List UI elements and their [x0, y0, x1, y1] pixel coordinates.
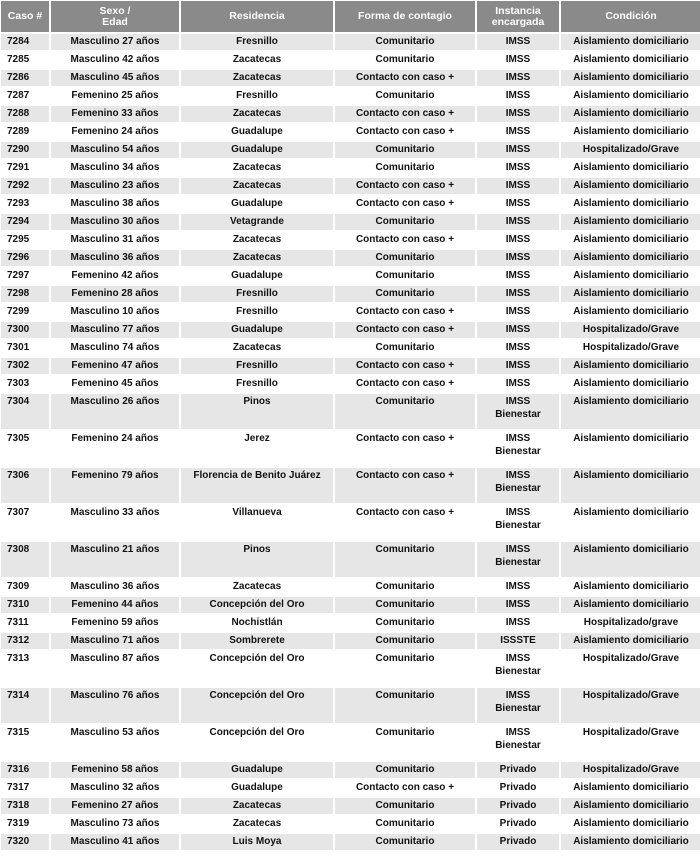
cell-condicion: Aislamiento domiciliario [561, 304, 700, 320]
cell-instancia: IMSS Bienestar [477, 431, 559, 466]
cell-residencia: Concepción del Oro [181, 597, 333, 613]
cell-instancia: IMSS Bienestar [477, 725, 559, 760]
cell-caso: 7285 [1, 52, 49, 68]
cell-residencia: Fresnillo [181, 88, 333, 104]
cell-instancia: Privado [477, 762, 559, 778]
cell-forma-contagio: Comunitario [335, 633, 475, 649]
cell-caso: 7293 [1, 196, 49, 212]
cell-forma-contagio: Contacto con caso + [335, 358, 475, 374]
cell-instancia: IMSS Bienestar [477, 394, 559, 429]
cell-caso: 7297 [1, 268, 49, 284]
table-row [1, 579, 700, 595]
table-row [1, 232, 700, 248]
cell-sexo-edad: Femenino 45 años [51, 376, 179, 392]
header-condicion: Condición [561, 1, 700, 32]
table-row [1, 834, 700, 850]
cell-instancia: IMSS [477, 340, 559, 356]
cell-instancia: IMSS [477, 358, 559, 374]
cell-condicion: Hospitalizado/Grave [561, 762, 700, 778]
cell-instancia: IMSS [477, 615, 559, 631]
cell-sexo-edad: Masculino 77 años [51, 322, 179, 338]
cell-sexo-edad: Masculino 42 años [51, 52, 179, 68]
cell-residencia: Nochistlán [181, 615, 333, 631]
cell-caso: 7289 [1, 124, 49, 140]
table-row [1, 816, 700, 832]
cell-sexo-edad: Masculino 45 años [51, 70, 179, 86]
cell-forma-contagio: Comunitario [335, 798, 475, 814]
cell-forma-contagio: Contacto con caso + [335, 431, 475, 466]
cell-instancia: IMSS [477, 142, 559, 158]
cell-forma-contagio: Comunitario [335, 651, 475, 686]
cell-instancia: IMSS [477, 34, 559, 50]
cell-residencia: Fresnillo [181, 358, 333, 374]
table-row [1, 286, 700, 302]
cell-forma-contagio: Comunitario [335, 725, 475, 760]
cell-caso: 7299 [1, 304, 49, 320]
cell-instancia: IMSS [477, 178, 559, 194]
cell-condicion: Hospitalizado/Grave [561, 651, 700, 686]
cell-caso: 7310 [1, 597, 49, 613]
cell-sexo-edad: Femenino 44 años [51, 597, 179, 613]
table-body [1, 34, 700, 850]
cell-caso: 7305 [1, 431, 49, 466]
cell-forma-contagio: Contacto con caso + [335, 124, 475, 140]
table-row [1, 142, 700, 158]
table-row [1, 725, 700, 760]
cell-condicion: Aislamiento domiciliario [561, 268, 700, 284]
cell-residencia: Fresnillo [181, 304, 333, 320]
cell-residencia: Vetagrande [181, 214, 333, 230]
cell-sexo-edad: Femenino 24 años [51, 124, 179, 140]
cell-forma-contagio: Contacto con caso + [335, 196, 475, 212]
table-row [1, 160, 700, 176]
cell-forma-contagio: Comunitario [335, 579, 475, 595]
cell-condicion: Aislamiento domiciliario [561, 358, 700, 374]
cell-instancia: IMSS [477, 70, 559, 86]
cell-instancia: IMSS [477, 376, 559, 392]
cell-residencia: Zacatecas [181, 250, 333, 266]
cell-condicion: Aislamiento domiciliario [561, 250, 700, 266]
header-sexo-edad: Sexo / Edad [51, 1, 179, 32]
cell-instancia: IMSS [477, 214, 559, 230]
cell-condicion: Aislamiento domiciliario [561, 178, 700, 194]
cell-sexo-edad: Femenino 42 años [51, 268, 179, 284]
table-row [1, 88, 700, 104]
cell-condicion: Hospitalizado/Grave [561, 725, 700, 760]
cell-residencia: Zacatecas [181, 70, 333, 86]
cell-sexo-edad: Femenino 47 años [51, 358, 179, 374]
cell-caso: 7309 [1, 579, 49, 595]
table-row [1, 468, 700, 503]
cell-residencia: Zacatecas [181, 798, 333, 814]
cell-sexo-edad: Masculino 53 años [51, 725, 179, 760]
cell-caso: 7320 [1, 834, 49, 850]
cell-caso: 7296 [1, 250, 49, 266]
cell-condicion: Aislamiento domiciliario [561, 286, 700, 302]
cell-condicion: Aislamiento domiciliario [561, 394, 700, 429]
cell-forma-contagio: Comunitario [335, 834, 475, 850]
table-row [1, 505, 700, 540]
cell-residencia: Concepción del Oro [181, 651, 333, 686]
cell-forma-contagio: Contacto con caso + [335, 376, 475, 392]
table-row [1, 358, 700, 374]
cell-caso: 7307 [1, 505, 49, 540]
cell-residencia: Concepción del Oro [181, 688, 333, 723]
cell-condicion: Aislamiento domiciliario [561, 196, 700, 212]
cell-residencia: Zacatecas [181, 579, 333, 595]
table-row [1, 214, 700, 230]
cell-residencia: Zacatecas [181, 52, 333, 68]
table-row [1, 615, 700, 631]
cell-sexo-edad: Masculino 23 años [51, 178, 179, 194]
cell-sexo-edad: Masculino 41 años [51, 834, 179, 850]
cell-sexo-edad: Masculino 26 años [51, 394, 179, 429]
cell-caso: 7298 [1, 286, 49, 302]
cell-condicion: Aislamiento domiciliario [561, 633, 700, 649]
cell-condicion: Aislamiento domiciliario [561, 579, 700, 595]
cell-caso: 7301 [1, 340, 49, 356]
cell-caso: 7288 [1, 106, 49, 122]
cell-sexo-edad: Masculino 10 años [51, 304, 179, 320]
cell-instancia: IMSS [477, 232, 559, 248]
cell-caso: 7304 [1, 394, 49, 429]
cell-residencia: Pinos [181, 394, 333, 429]
cell-residencia: Zacatecas [181, 232, 333, 248]
cell-instancia: IMSS [477, 304, 559, 320]
cell-sexo-edad: Masculino 73 años [51, 816, 179, 832]
cell-condicion: Aislamiento domiciliario [561, 52, 700, 68]
cell-caso: 7291 [1, 160, 49, 176]
cell-instancia: IMSS [477, 322, 559, 338]
cell-instancia: IMSS Bienestar [477, 542, 559, 577]
cell-forma-contagio: Comunitario [335, 214, 475, 230]
header-forma-contagio: Forma de contagio [335, 1, 475, 32]
table-row [1, 394, 700, 429]
cell-sexo-edad: Femenino 24 años [51, 431, 179, 466]
cell-caso: 7311 [1, 615, 49, 631]
cell-residencia: Luis Moya [181, 834, 333, 850]
cell-sexo-edad: Femenino 33 años [51, 106, 179, 122]
cell-residencia: Fresnillo [181, 286, 333, 302]
cell-residencia: Fresnillo [181, 34, 333, 50]
cell-forma-contagio: Comunitario [335, 688, 475, 723]
cell-sexo-edad: Masculino 31 años [51, 232, 179, 248]
cell-condicion: Hospitalizado/grave [561, 615, 700, 631]
cell-condicion: Aislamiento domiciliario [561, 597, 700, 613]
cell-forma-contagio: Contacto con caso + [335, 322, 475, 338]
cell-forma-contagio: Comunitario [335, 88, 475, 104]
cell-caso: 7286 [1, 70, 49, 86]
cell-sexo-edad: Masculino 36 años [51, 250, 179, 266]
cell-residencia: Zacatecas [181, 340, 333, 356]
cell-condicion: Aislamiento domiciliario [561, 376, 700, 392]
cell-caso: 7284 [1, 34, 49, 50]
cell-instancia: IMSS [477, 124, 559, 140]
cell-condicion: Aislamiento domiciliario [561, 124, 700, 140]
cell-caso: 7312 [1, 633, 49, 649]
cell-instancia: IMSS [477, 579, 559, 595]
cell-condicion: Hospitalizado/Grave [561, 322, 700, 338]
table-row [1, 376, 700, 392]
cell-sexo-edad: Masculino 27 años [51, 34, 179, 50]
cell-forma-contagio: Contacto con caso + [335, 106, 475, 122]
table-row [1, 542, 700, 577]
table-row [1, 268, 700, 284]
cell-sexo-edad: Masculino 34 años [51, 160, 179, 176]
table-row [1, 196, 700, 212]
cell-residencia: Pinos [181, 542, 333, 577]
cell-caso: 7290 [1, 142, 49, 158]
cell-instancia: Privado [477, 798, 559, 814]
cell-residencia: Guadalupe [181, 196, 333, 212]
table-row [1, 780, 700, 796]
cell-caso: 7318 [1, 798, 49, 814]
cell-forma-contagio: Comunitario [335, 762, 475, 778]
cell-residencia: Guadalupe [181, 780, 333, 796]
cell-forma-contagio: Comunitario [335, 597, 475, 613]
cell-residencia: Guadalupe [181, 322, 333, 338]
cell-forma-contagio: Comunitario [335, 160, 475, 176]
cell-residencia: Fresnillo [181, 376, 333, 392]
cell-caso: 7300 [1, 322, 49, 338]
cell-sexo-edad: Masculino 54 años [51, 142, 179, 158]
cell-condicion: Aislamiento domiciliario [561, 70, 700, 86]
cell-instancia: ISSSTE [477, 633, 559, 649]
cell-residencia: Florencia de Benito Juárez [181, 468, 333, 503]
header-residencia: Residencia [181, 1, 333, 32]
cell-forma-contagio: Comunitario [335, 542, 475, 577]
cell-condicion: Aislamiento domiciliario [561, 160, 700, 176]
cell-caso: 7287 [1, 88, 49, 104]
cell-condicion: Aislamiento domiciliario [561, 542, 700, 577]
cell-condicion: Aislamiento domiciliario [561, 816, 700, 832]
cell-forma-contagio: Contacto con caso + [335, 232, 475, 248]
cell-forma-contagio: Contacto con caso + [335, 780, 475, 796]
cell-condicion: Aislamiento domiciliario [561, 780, 700, 796]
cell-instancia: IMSS Bienestar [477, 688, 559, 723]
cell-sexo-edad: Femenino 25 años [51, 88, 179, 104]
cell-residencia: Sombrerete [181, 633, 333, 649]
cell-condicion: Aislamiento domiciliario [561, 505, 700, 540]
cell-instancia: IMSS Bienestar [477, 651, 559, 686]
cell-sexo-edad: Masculino 87 años [51, 651, 179, 686]
table-row [1, 52, 700, 68]
cell-sexo-edad: Masculino 71 años [51, 633, 179, 649]
cell-forma-contagio: Comunitario [335, 34, 475, 50]
cell-caso: 7315 [1, 725, 49, 760]
cell-condicion: Aislamiento domiciliario [561, 34, 700, 50]
cell-instancia: IMSS [477, 286, 559, 302]
cell-forma-contagio: Contacto con caso + [335, 70, 475, 86]
cell-residencia: Villanueva [181, 505, 333, 540]
table-row [1, 798, 700, 814]
cell-instancia: IMSS [477, 160, 559, 176]
cell-condicion: Aislamiento domiciliario [561, 468, 700, 503]
cell-forma-contagio: Comunitario [335, 250, 475, 266]
cell-caso: 7294 [1, 214, 49, 230]
cell-forma-contagio: Comunitario [335, 286, 475, 302]
table-row [1, 304, 700, 320]
cell-caso: 7292 [1, 178, 49, 194]
cell-residencia: Zacatecas [181, 178, 333, 194]
table-row [1, 633, 700, 649]
table-row [1, 688, 700, 723]
cell-instancia: Privado [477, 780, 559, 796]
cell-forma-contagio: Comunitario [335, 394, 475, 429]
cell-caso: 7317 [1, 780, 49, 796]
cell-sexo-edad: Femenino 28 años [51, 286, 179, 302]
table-header-row [1, 1, 700, 32]
cell-condicion: Hospitalizado/Grave [561, 142, 700, 158]
cell-sexo-edad: Femenino 58 años [51, 762, 179, 778]
cell-sexo-edad: Femenino 27 años [51, 798, 179, 814]
cell-caso: 7306 [1, 468, 49, 503]
cell-instancia: IMSS [477, 597, 559, 613]
cell-sexo-edad: Femenino 59 años [51, 615, 179, 631]
table-row [1, 651, 700, 686]
cell-residencia: Guadalupe [181, 268, 333, 284]
cell-instancia: IMSS [477, 250, 559, 266]
cell-condicion: Hospitalizado/Grave [561, 340, 700, 356]
cell-caso: 7308 [1, 542, 49, 577]
cell-forma-contagio: Comunitario [335, 142, 475, 158]
cell-instancia: IMSS [477, 52, 559, 68]
cell-caso: 7295 [1, 232, 49, 248]
table-row [1, 178, 700, 194]
cell-forma-contagio: Comunitario [335, 816, 475, 832]
cell-forma-contagio: Contacto con caso + [335, 304, 475, 320]
cell-condicion: Aislamiento domiciliario [561, 232, 700, 248]
cell-forma-contagio: Contacto con caso + [335, 178, 475, 194]
cell-residencia: Guadalupe [181, 142, 333, 158]
cell-condicion: Hospitalizado/Grave [561, 688, 700, 723]
table-row [1, 70, 700, 86]
table-row [1, 597, 700, 613]
table-row [1, 322, 700, 338]
table-row [1, 34, 700, 50]
cell-residencia: Concepción del Oro [181, 725, 333, 760]
cell-sexo-edad: Masculino 38 años [51, 196, 179, 212]
cell-residencia: Guadalupe [181, 762, 333, 778]
cell-caso: 7314 [1, 688, 49, 723]
table-row [1, 762, 700, 778]
cell-sexo-edad: Masculino 30 años [51, 214, 179, 230]
cell-sexo-edad: Masculino 76 años [51, 688, 179, 723]
cell-instancia: Privado [477, 834, 559, 850]
cell-forma-contagio: Comunitario [335, 340, 475, 356]
table-row [1, 340, 700, 356]
cell-instancia: IMSS [477, 196, 559, 212]
table-row [1, 124, 700, 140]
cell-caso: 7319 [1, 816, 49, 832]
cell-condicion: Aislamiento domiciliario [561, 431, 700, 466]
cell-sexo-edad: Masculino 32 años [51, 780, 179, 796]
header-instancia: Instancia encargada [477, 1, 559, 32]
cell-instancia: IMSS [477, 106, 559, 122]
cell-instancia: IMSS Bienestar [477, 468, 559, 503]
cell-sexo-edad: Masculino 33 años [51, 505, 179, 540]
cell-caso: 7302 [1, 358, 49, 374]
cell-instancia: IMSS [477, 268, 559, 284]
cell-condicion: Aislamiento domiciliario [561, 106, 700, 122]
cell-residencia: Zacatecas [181, 106, 333, 122]
cell-forma-contagio: Contacto con caso + [335, 468, 475, 503]
cell-sexo-edad: Masculino 21 años [51, 542, 179, 577]
cell-caso: 7313 [1, 651, 49, 686]
cell-instancia: IMSS Bienestar [477, 505, 559, 540]
table-row [1, 106, 700, 122]
cell-residencia: Zacatecas [181, 816, 333, 832]
cell-forma-contagio: Comunitario [335, 268, 475, 284]
table-row [1, 431, 700, 466]
cell-forma-contagio: Comunitario [335, 52, 475, 68]
cell-residencia: Zacatecas [181, 160, 333, 176]
cell-condicion: Aislamiento domiciliario [561, 88, 700, 104]
cell-forma-contagio: Contacto con caso + [335, 505, 475, 540]
cell-condicion: Aislamiento domiciliario [561, 798, 700, 814]
cell-caso: 7303 [1, 376, 49, 392]
cell-instancia: Privado [477, 816, 559, 832]
table-row [1, 250, 700, 266]
cell-sexo-edad: Femenino 79 años [51, 468, 179, 503]
cell-instancia: IMSS [477, 88, 559, 104]
cell-forma-contagio: Comunitario [335, 615, 475, 631]
cell-condicion: Aislamiento domiciliario [561, 214, 700, 230]
cell-residencia: Jerez [181, 431, 333, 466]
cell-sexo-edad: Masculino 36 años [51, 579, 179, 595]
cell-residencia: Guadalupe [181, 124, 333, 140]
cell-caso: 7316 [1, 762, 49, 778]
cell-sexo-edad: Masculino 74 años [51, 340, 179, 356]
header-caso: Caso # [1, 1, 49, 32]
cell-condicion: Aislamiento domiciliario [561, 834, 700, 850]
